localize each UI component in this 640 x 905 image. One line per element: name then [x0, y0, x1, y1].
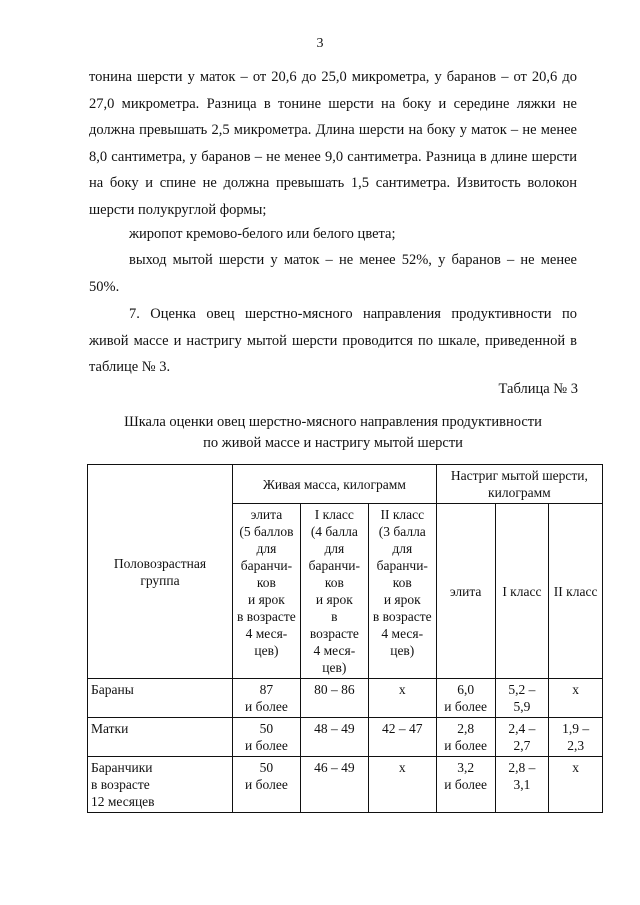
cell-lw-class-2: х — [368, 757, 436, 813]
cell-lw-class-1: 46 – 49 — [300, 757, 368, 813]
header-live-weight: Живая масса, килограмм — [232, 465, 436, 504]
paragraph-wool-fineness: тонина шерсти у маток – от 20,6 до 25,0 микрометра, у баранов – от 20,6 до 27,0 микрометра. Разница в тонине шерсти на боку и середине ляжки не должна превышать 2,5 микрометра. Длина шерсти на боку у маток – не менее 8,0 сантиметра, у баранов – не менее 9,0 сантиметра. Разница в длине шерсти на боку и спине не должна превышать 1,5 сантиметра. Извитость волокон шерсти полукруглой формы; — [89, 69, 577, 218]
evaluation-scale-table — [87, 464, 603, 813]
cell-lw-elite: 87 и более — [232, 679, 300, 718]
header-group: Половозрастная группа — [88, 465, 233, 679]
table-row — [88, 757, 603, 813]
caption-line-2: по живой массе и настригу мытой шерсти — [203, 435, 463, 451]
row-group-label: Матки — [88, 718, 233, 757]
table-caption — [89, 412, 577, 454]
header-lw-class-2: II класс (3 балла для баранчи- ков и ярок в возрасте 4 меся- цев) — [368, 504, 436, 679]
cell-wool-class-2: х — [549, 757, 603, 813]
table-label: Таблица № 3 — [498, 381, 578, 397]
cell-lw-class-2: х — [368, 679, 436, 718]
cell-lw-class-1: 48 – 49 — [300, 718, 368, 757]
paragraph-wool-grease: жиропот кремово-белого или белого цвета; — [129, 226, 396, 242]
cell-wool-class-1: 2,4 – 2,7 — [495, 718, 549, 757]
cell-wool-class-1: 2,8 – 3,1 — [495, 757, 549, 813]
table-row — [88, 679, 603, 718]
cell-lw-class-2: 42 – 47 — [368, 718, 436, 757]
table-header-row-1 — [88, 465, 603, 504]
cell-wool-class-2: х — [549, 679, 603, 718]
header-wool-clip: Настриг мытой шерсти, килограмм — [436, 465, 602, 504]
row-group-label: Бараны — [88, 679, 233, 718]
cell-wool-elite: 6,0 и более — [436, 679, 495, 718]
header-wool-class-1: I класс — [495, 504, 549, 679]
page-number: 3 — [316, 36, 324, 51]
caption-line-1: Шкала оценки овец шерстно-мясного направления продуктивности — [124, 414, 542, 430]
row-group-label: Баранчики в возрасте 12 месяцев — [88, 757, 233, 813]
cell-lw-elite: 50 и более — [232, 757, 300, 813]
cell-wool-elite: 2,8 и более — [436, 718, 495, 757]
table-row — [88, 718, 603, 757]
cell-lw-class-1: 80 – 86 — [300, 679, 368, 718]
header-wool-class-2: II класс — [549, 504, 603, 679]
cell-lw-elite: 50 и более — [232, 718, 300, 757]
paragraph-clean-wool-yield: выход мытой шерсти у маток – не менее 52%, у баранов – не менее 50%. — [89, 252, 577, 295]
paragraph-item-7: 7. Оценка овец шерстно-мясного направления продуктивности по живой массе и настригу мытой шерсти проводится по шкале, приведенной в таблице № 3. — [89, 306, 577, 375]
header-wool-elite: элита — [436, 504, 495, 679]
cell-wool-elite: 3,2 и более — [436, 757, 495, 813]
header-lw-elite: элита (5 баллов для баранчи- ков и ярок в возрасте 4 меся- цев) — [232, 504, 300, 679]
header-lw-class-1: I класс (4 балла для баранчи- ков и ярок в возрасте 4 меся- цев) — [300, 504, 368, 679]
cell-wool-class-2: 1,9 – 2,3 — [549, 718, 603, 757]
cell-wool-class-1: 5,2 – 5,9 — [495, 679, 549, 718]
